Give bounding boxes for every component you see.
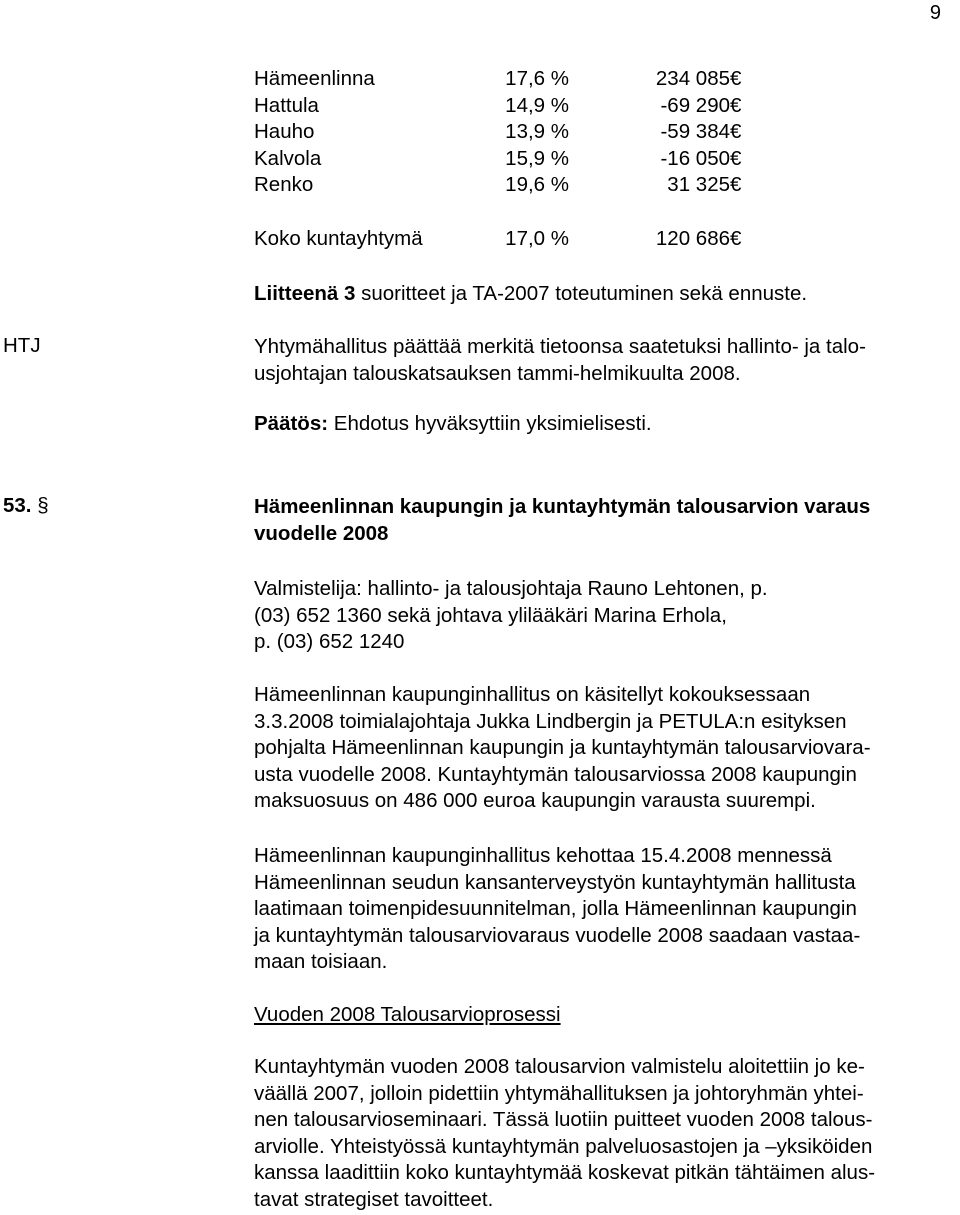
text-line: Yhtymähallitus päättää merkitä tietoonsa saatetuksi hallinto- ja talo-: [254, 335, 866, 358]
euro-symbol: €: [730, 226, 742, 250]
text-line: arviolle. Yhteistyössä kuntayhtymän palveluosastojen ja –yksiköiden: [254, 1134, 873, 1158]
paragraph-1: [254, 682, 954, 815]
decision-line: [254, 412, 652, 436]
row-amount: 31 325: [667, 173, 730, 196]
text-line: maksuosuus on 486 000 euroa kaupungin varausta suurempi.: [254, 789, 816, 812]
row-amount: -69 290: [660, 93, 730, 117]
text-line: Valmistelija: hallinto- ja talousjohtaja Rauno Lehtonen, p.: [254, 577, 768, 600]
total-name: Koko kuntayhtymä: [254, 226, 423, 250]
text-line: maan toisiaan.: [254, 950, 388, 973]
row-amount: -16 050: [660, 146, 730, 170]
text-line: (03) 652 1360 sekä johtava ylilääkäri Marina Erhola,: [254, 603, 727, 627]
row-name: Renko: [254, 173, 314, 196]
municipality-table: [254, 66, 754, 252]
euro-symbol: €: [730, 173, 742, 196]
htj-label: HTJ: [3, 334, 41, 357]
attachment-line: [254, 282, 807, 306]
row-name: Kalvola: [254, 146, 322, 170]
attachment-text: suoritteet ja TA-2007 toteutuminen sekä ennuste.: [361, 282, 808, 305]
decision-text: Ehdotus hyväksyttiin yksimielisesti.: [333, 412, 652, 435]
euro-symbol: €: [730, 120, 742, 143]
text-line: Hämeenlinnan seudun kansanterveystyön kuntayhtymän hallitusta: [254, 870, 856, 894]
text-line: nen talousarvioseminaari. Tässä luotiin puitteet vuoden 2008 talous-: [254, 1108, 873, 1131]
row-percent: 14,9 %: [505, 93, 569, 117]
text-line: p. (03) 652 1240: [254, 630, 405, 653]
text-line: Hämeenlinnan kaupunginhallitus on käsitellyt kokouksessaan: [254, 683, 811, 706]
subheading: Vuoden 2008 Talousarvioprosessi: [254, 1003, 561, 1026]
text-line: tavat strategiset tavoitteet.: [254, 1187, 494, 1211]
paragraph-3: [254, 1054, 954, 1213]
preparer-paragraph: [254, 576, 954, 656]
row-percent: 17,6 %: [505, 67, 569, 90]
text-line: kanssa laadittiin koko kuntayhtymää koskevat pitkän tähtäimen alus-: [254, 1161, 876, 1184]
euro-symbol: €: [730, 93, 742, 117]
section-symbol: §: [37, 494, 49, 517]
row-amount: 234 085: [655, 67, 730, 90]
table-row: [254, 93, 754, 120]
page-number: 9: [929, 2, 941, 24]
text-line: Hämeenlinnan kaupunginhallitus kehottaa 15.4.2008 mennessä: [254, 844, 832, 867]
row-percent: 13,9 %: [505, 120, 569, 143]
table-total-row: [254, 226, 754, 253]
euro-symbol: €: [730, 146, 742, 170]
text-line: väällä 2007, jolloin pidettiin yhtymähallituksen ja johtoryhmän yhtei-: [254, 1081, 864, 1105]
htj-paragraph: [254, 334, 954, 387]
text-line: 3.3.2008 toimialajohtaja Jukka Lindbergin ja PETULA:n esityksen: [254, 709, 847, 733]
text-line: ja kuntayhtymän talousarviovaraus vuodelle 2008 saadaan vastaa-: [254, 923, 861, 947]
row-amount: -59 384: [660, 120, 730, 143]
attachment-number: 3: [344, 282, 356, 305]
row-name: Hauho: [254, 120, 315, 143]
section-marker: [3, 494, 49, 518]
decision-label: Päätös:: [254, 412, 329, 435]
attachment-prefix: Liitteenä: [254, 282, 339, 305]
total-percent: 17,0 %: [505, 226, 569, 250]
text-line: laatimaan toimenpidesuunnitelman, jolla Hämeenlinnan kaupungin: [254, 897, 857, 920]
section-number: 53.: [3, 494, 32, 517]
text-line: pohjalta Hämeenlinnan kaupungin ja kuntayhtymän talousarviovara-: [254, 736, 871, 759]
text-line: Kuntayhtymän vuoden 2008 talousarvion valmistelu aloitettiin jo ke-: [254, 1055, 865, 1078]
row-percent: 15,9 %: [505, 146, 569, 170]
table-row: [254, 119, 754, 146]
row-percent: 19,6 %: [505, 173, 569, 196]
row-name: Hämeenlinna: [254, 67, 375, 90]
paragraph-2: [254, 843, 954, 976]
table-row: [254, 172, 754, 199]
title-line: vuodelle 2008: [254, 521, 389, 545]
text-line: usta vuodelle 2008. Kuntayhtymän talousarviossa 2008 kaupungin: [254, 762, 857, 786]
section-title: [254, 494, 954, 547]
euro-symbol: €: [730, 67, 742, 90]
text-line: usjohtajan talouskatsauksen tammi-helmikuulta 2008.: [254, 361, 741, 385]
total-amount: 120 686: [655, 226, 730, 250]
table-row: [254, 146, 754, 173]
table-row: [254, 66, 754, 93]
title-line: Hämeenlinnan kaupungin ja kuntayhtymän talousarvion varaus: [254, 495, 871, 518]
row-name: Hattula: [254, 93, 319, 117]
